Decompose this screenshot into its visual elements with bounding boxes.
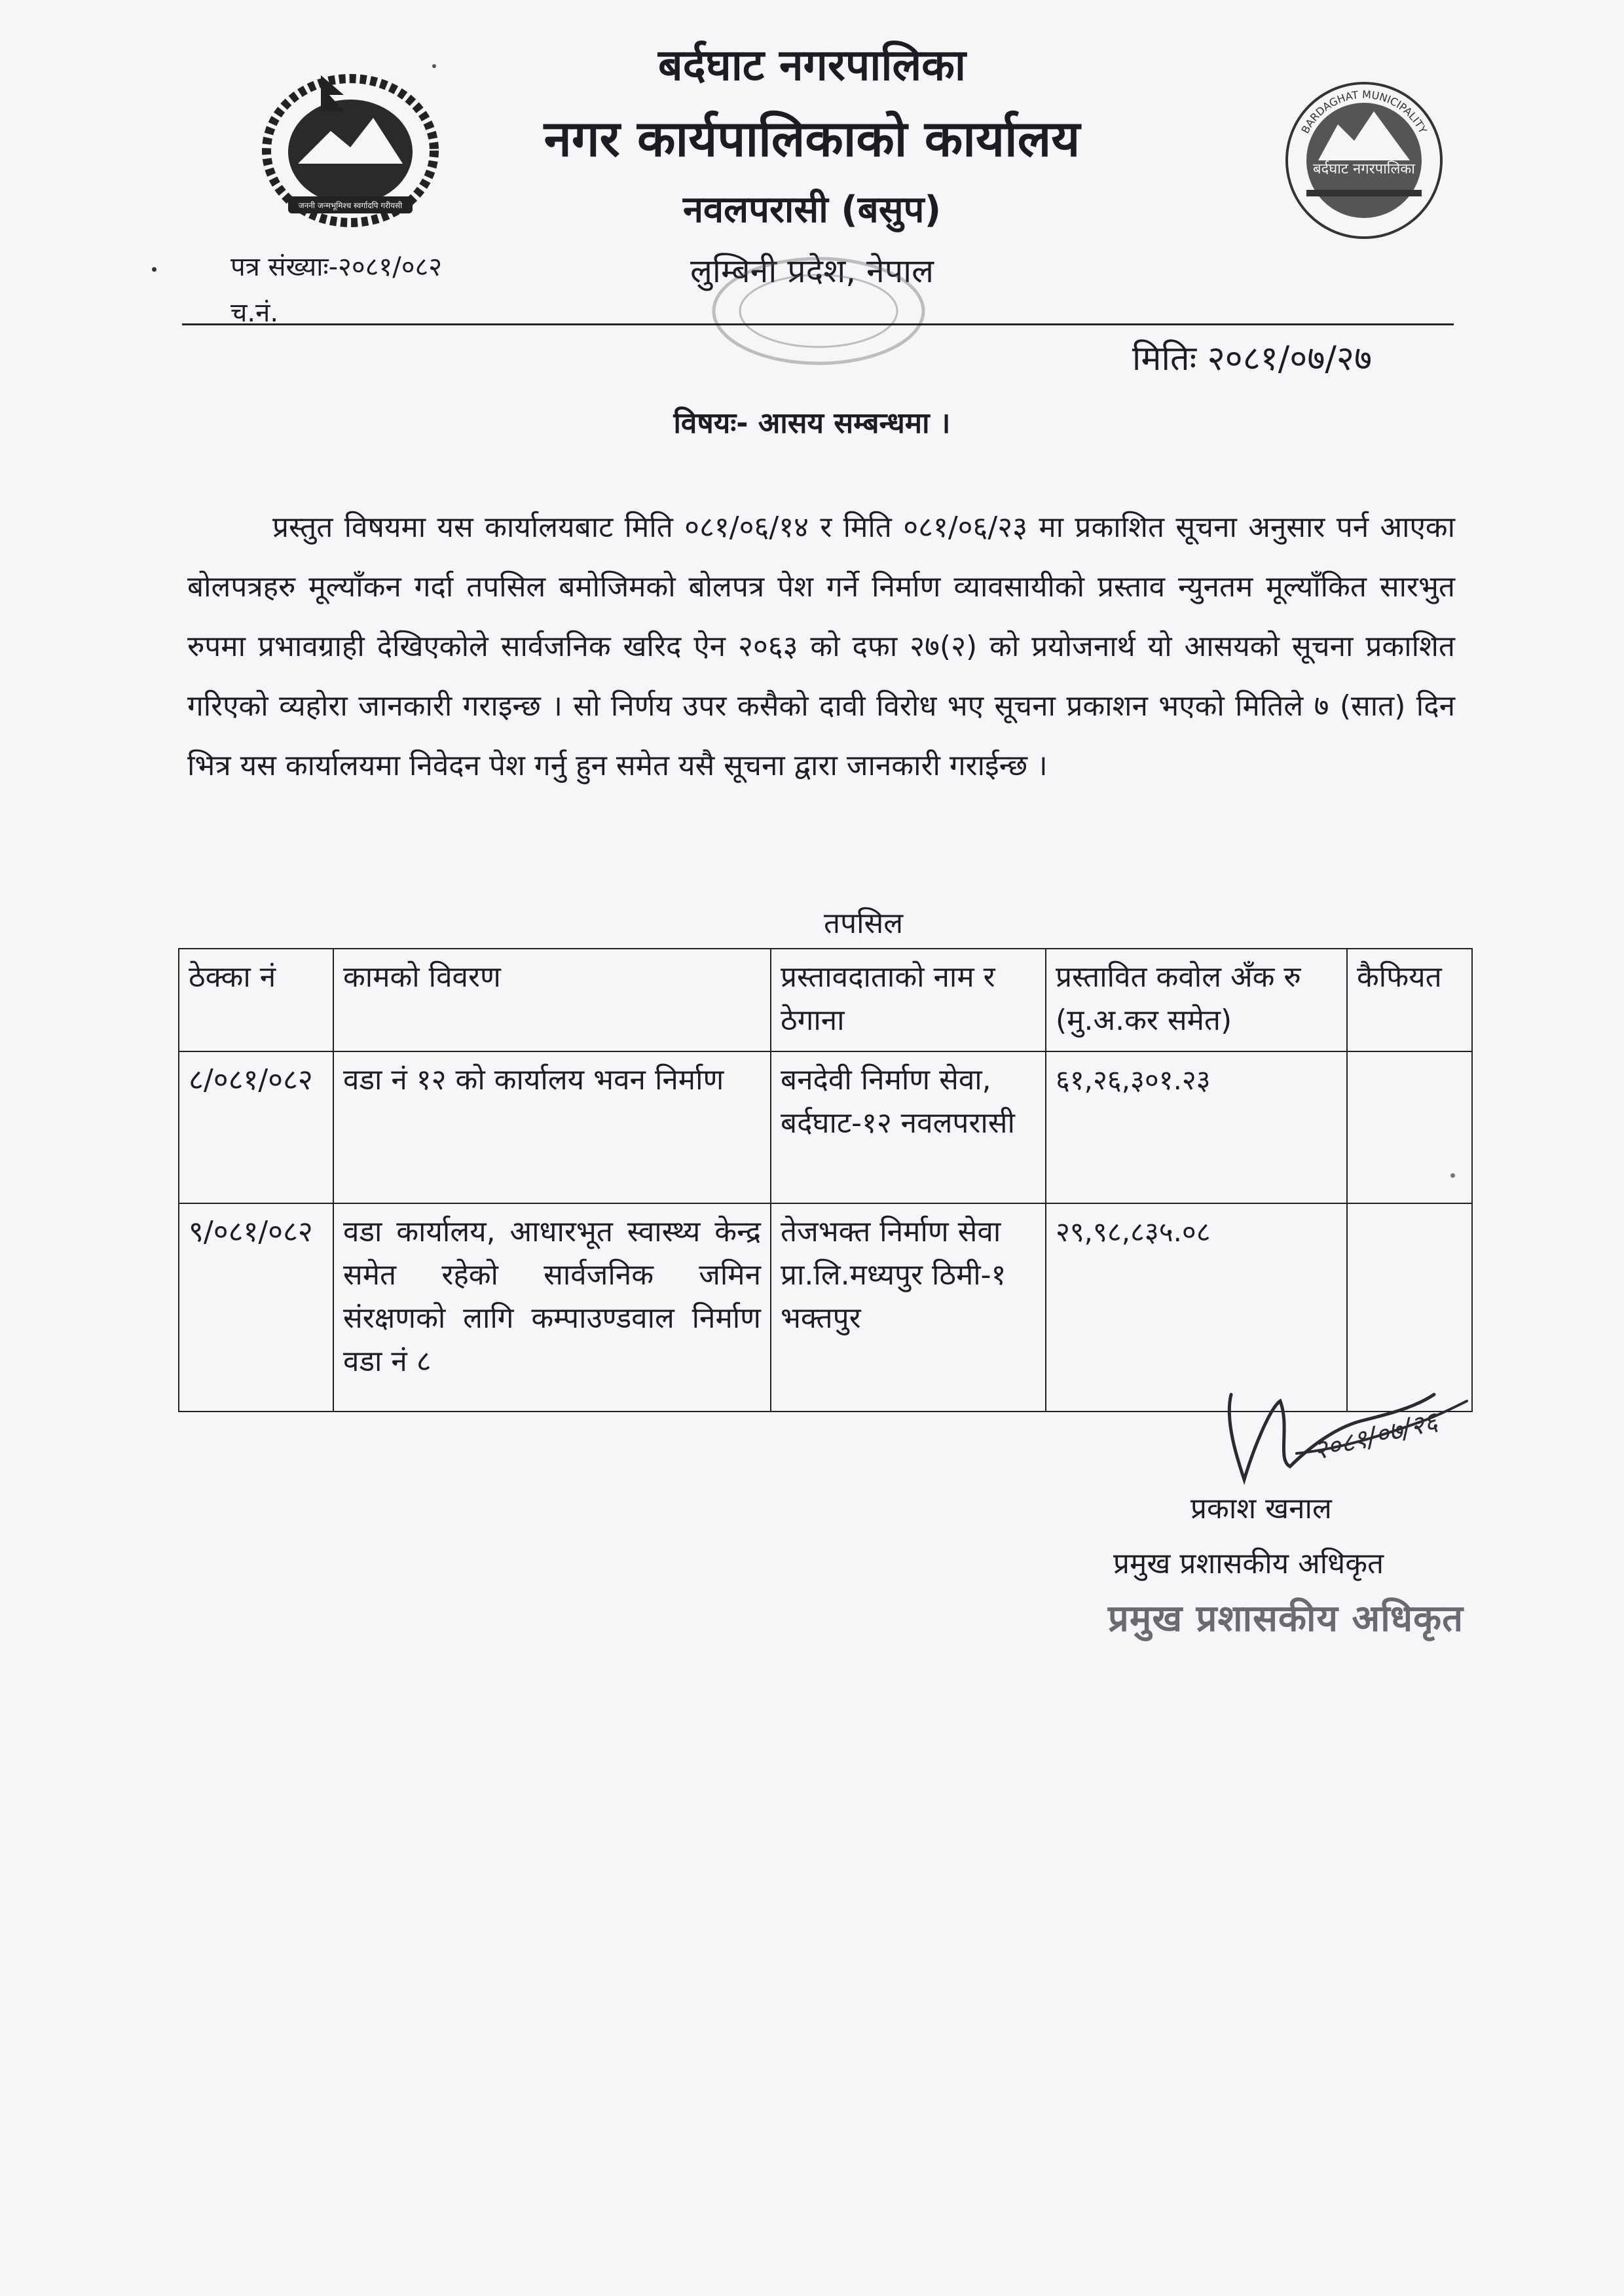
logo-text: बर्दघाट नगरपालिका bbox=[1312, 161, 1416, 177]
scan-speck bbox=[152, 267, 157, 272]
contract-no-cell: ९/०८१/०८२ bbox=[179, 1203, 333, 1412]
remarks-cell bbox=[1347, 1051, 1472, 1203]
header-divider bbox=[182, 323, 1454, 325]
description-cell: वडा कार्यालय, आधारभूत स्वास्थ्य केन्द्र समेत रहेको सार्वजनिक जमिन संरक्षणको लागि कम्पाउण्डवाल निर्माण वडा नं ८ bbox=[333, 1203, 771, 1412]
office-name: नगर कार्यपालिकाको कार्यालय bbox=[544, 109, 1080, 168]
scan-speck bbox=[432, 64, 436, 68]
handwritten-signature-icon bbox=[1218, 1368, 1480, 1499]
letter-date: मितिः २०८१/०७/२७ bbox=[1132, 339, 1372, 378]
amount-cell: २९,९८,८३५.०८ bbox=[1046, 1203, 1347, 1412]
bidder-cell: तेजभक्त निर्माण सेवा प्रा.लि.मध्यपुर ठिमी-१ भक्तपुर bbox=[771, 1203, 1046, 1412]
signatory-title: प्रमुख प्रशासकीय अधिकृत bbox=[1113, 1547, 1384, 1580]
municipality-name: बर्दघाट नगरपालिका bbox=[657, 40, 967, 90]
description-cell: वडा नं १२ को कार्यालय भवन निर्माण bbox=[333, 1051, 771, 1203]
table-header-row bbox=[179, 949, 1472, 1051]
body-paragraph: प्रस्तुत विषयमा यस कार्यालयबाट मिति ०८१/०६/१४ र मिति ०८१/०६/२३ मा प्रकाशित सूचना अनुसार पर्न आएका बोलपत्रहरु मूल्याँकन गर्दा तपसिल बमोजिमको बोलपत्र पेश गर्ने निर्माण व्यावसायीको प्रस्ताव न्युनतम मूल्याँकित सारभुत रुपमा प्रभावग्राही देखिएकोले सार्वजनिक खरिद ऐन २०६३ को दफा २७(२) को प्रयोजनार्थ यो आसयको सूचना प्रकाशित गरिएको व्यहोरा जानकारी गराइन्छ । सो निर्णय उपर कसैको दावी विरोध भए सूचना प्रकाशन भएको मितिले ७ (सात) दिन भित्र यस कार्यालयमा निवेदन पेश गर्नु हुन समेत यसै सूचना द्वारा जानकारी गराईन्छ । bbox=[187, 511, 1455, 782]
subject-line: विषयः- आसय सम्बन्धमा । bbox=[673, 407, 951, 440]
table-caption: तपसिल bbox=[824, 907, 904, 940]
table-row bbox=[179, 1051, 1472, 1203]
district-name: नवलपरासी (बसुप) bbox=[682, 189, 942, 231]
col-header-contract-no: ठेक्का नं bbox=[179, 949, 333, 1051]
province-country: लुम्बिनी प्रदेश, नेपाल bbox=[690, 252, 934, 290]
designation-stamp: प्रमुख प्रशासकीय अधिकृत bbox=[1108, 1597, 1464, 1640]
col-header-amount: प्रस्तावित कवोल अँक रु (मु.अ.कर समेत) bbox=[1046, 949, 1347, 1051]
office-stamp-icon bbox=[707, 249, 930, 373]
bidder-cell: बनदेवी निर्माण सेवा, बर्दघाट-१२ नवलपरासी bbox=[771, 1051, 1046, 1203]
col-header-remarks: कैफियत bbox=[1347, 949, 1472, 1051]
contract-no-cell: ८/०८१/०८२ bbox=[179, 1051, 333, 1203]
col-header-bidder: प्रस्तावदाताको नाम र ठेगाना bbox=[771, 949, 1046, 1051]
letter-number: पत्र संख्याः-२०८१/०८२ bbox=[231, 252, 443, 282]
signatory-name: प्रकाश खनाल bbox=[1190, 1492, 1332, 1525]
logo-ring-text: BARDAGHAT MUNICIPALITY bbox=[1299, 88, 1430, 136]
col-header-description: कामको विवरण bbox=[333, 949, 771, 1051]
dispatch-number: च.नं. bbox=[231, 298, 279, 328]
scan-speck bbox=[1450, 1173, 1455, 1178]
svg-text:जननी जन्मभूमिश्च स्वर्गादपि गर: जननी जन्मभूमिश्च स्वर्गादपि गरीयसी bbox=[298, 201, 403, 210]
amount-cell: ६१,२६,३०१.२३ bbox=[1046, 1051, 1347, 1203]
bid-details-table bbox=[178, 948, 1473, 1412]
svg-text:२०८१/०७/२६: २०८१/०७/२६ bbox=[1310, 1406, 1441, 1467]
